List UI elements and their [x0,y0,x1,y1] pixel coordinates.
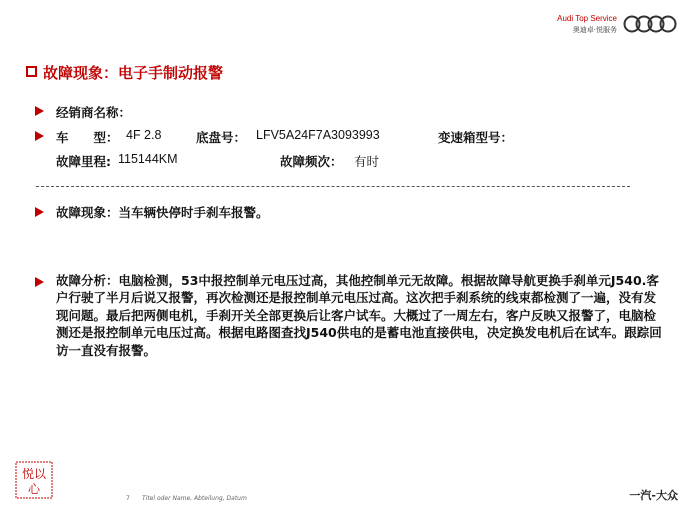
dealer-label: 经销商名称： [56,105,132,120]
chassis-value: LFV5A24F7A3093993 [256,128,380,142]
bullet-arrow-icon [35,106,44,116]
bullet-arrow-icon [35,131,44,141]
svg-text:心: 心 [27,482,41,496]
page-number: 7 [126,495,130,502]
gearbox-label: 变速箱型号： [438,130,514,145]
mileage-value: 115144KM [118,152,178,166]
brand-subtitle: 奥迪卓·悦服务 [572,26,617,34]
audi-rings-logo [622,14,678,34]
chassis-label: 底盘号： [196,130,247,145]
svg-text:悦以: 悦以 [21,467,47,481]
symptom-text: 故障现象：当车辆快停时手刹车报警。 [56,205,269,220]
analysis-paragraph: 故障分析：电脑检测，53中报控制单元电压过高，其他控制单元无故障。根据故障导航更换手刹单元J540.客户行驶了半月后说又报警，再次检测还是报控制单元电压过高。这次把手刹系统的线束都检测了一遍，没有发现问题。最后把两侧电机，手刹开关全部更换后让客户试车。大概过了一周左右，客户反映又报警了，电脑检测还是报控制单元电压过高。根据电路图查找J540供电的是蓄电池直接供电，决定换发电机后在试车。跟踪回访一直没有报警。 [56,273,662,358]
model-label: 车 型： [56,130,119,145]
bullet-arrow-icon [35,207,44,217]
model-value: 4F 2.8 [126,128,162,142]
brand-name: Audi Top Service [557,14,617,23]
page-title: 故障现象：电子手制动报警 [43,64,224,82]
frequency-value: 有时 [354,155,380,169]
bullet-arrow-icon [35,277,44,287]
faw-vw-logo: 一汽-大众 [629,489,678,502]
dashed-divider [36,186,630,187]
footer-placeholder: Titel oder Name, Abteilung, Datum [142,495,247,502]
frequency-label: 故障频次： [280,154,343,169]
mileage-label: 故障里程: [56,154,111,169]
title-square-icon [26,66,37,77]
seal-logo [14,460,54,500]
